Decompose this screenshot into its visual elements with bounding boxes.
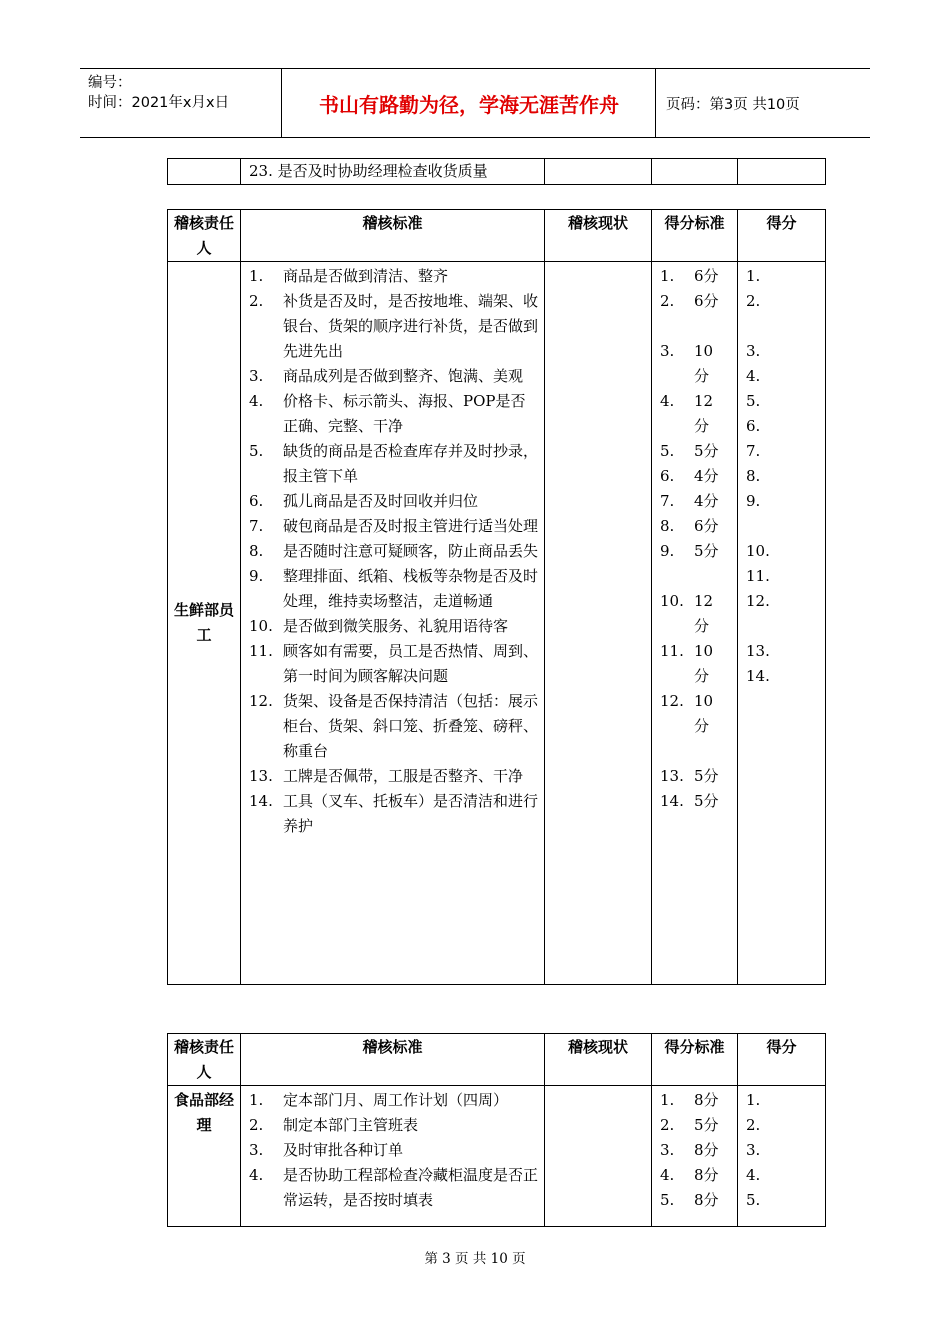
criterion-number: 5. <box>249 442 264 460</box>
role-cell: 食品部经理 <box>168 1086 241 1227</box>
score-standard-item <box>660 314 737 339</box>
criterion-item <box>249 614 538 639</box>
score-standard-item <box>660 1113 737 1138</box>
score-item: 9. <box>746 492 761 510</box>
header-page-info: 页码：第3页 共10页 <box>666 96 800 113</box>
score-standard-list <box>652 262 737 814</box>
score-item: 11. <box>746 567 770 585</box>
criterion-text: 是否随时注意可疑顾客，防止商品丢失 <box>283 542 539 560</box>
criterion-text: 制定本部门主管班表 <box>283 1116 419 1134</box>
doc-number-label: 编号： <box>88 75 132 91</box>
score-standard-list <box>652 1086 737 1213</box>
score-standard-text: 8分 <box>694 1166 719 1184</box>
col-header-responsible: 稽核责任人 <box>168 210 241 262</box>
score-standard-text: 5分 <box>694 542 719 560</box>
criterion-number: 1. <box>249 267 264 285</box>
criterion-number: 4. <box>249 1166 264 1184</box>
score-standard-text: 5分 <box>694 792 719 810</box>
status-cell <box>545 262 652 985</box>
criterion-item <box>249 1138 538 1163</box>
score-standard-number: 8. <box>660 517 675 535</box>
score-standard-item <box>660 1088 737 1113</box>
score-standard-number: 2. <box>660 1116 675 1134</box>
criterion-text: 商品是否做到清洁、整齐 <box>283 267 449 285</box>
score-standard-item <box>660 339 737 389</box>
criterion-number: 13. <box>249 767 273 785</box>
role-cell: 生鲜部员工 <box>168 262 241 985</box>
score-item: 4. <box>746 1166 761 1184</box>
criterion-number: 1. <box>249 1091 264 1109</box>
criterion-number: 2. <box>249 1116 264 1134</box>
score-item: 8. <box>746 467 761 485</box>
criterion-number: 14. <box>249 792 273 810</box>
score-item: 5. <box>746 392 761 410</box>
criterion-text: 是否做到微笑服务、礼貌用语待客 <box>283 617 509 635</box>
score-standard-item <box>660 489 737 514</box>
criterion-number: 12. <box>249 692 273 710</box>
score-standard-item <box>660 789 737 814</box>
score-standard-number: 4. <box>660 1166 675 1184</box>
criterion-text: 工牌是否佩带，工服是否整齐、干净 <box>283 767 524 785</box>
score-standard-item <box>660 739 737 764</box>
criterion-item <box>249 439 538 489</box>
score-standard-number: 3. <box>660 342 675 360</box>
criterion-number: 2. <box>249 292 264 310</box>
criterion-text: 是否协助工程部检查冷藏柜温度是否正常运转，是否按时填表 <box>283 1166 539 1209</box>
criterion-number: 10. <box>249 617 273 635</box>
criterion-number: 4. <box>249 392 264 410</box>
criterion-item <box>249 639 538 689</box>
score-item: 12. <box>746 592 770 610</box>
col-header-score-standard: 得分标准 <box>652 210 738 262</box>
criterion-item <box>249 289 538 364</box>
cell-empty <box>168 159 241 185</box>
score-item <box>746 514 825 539</box>
score-standard-number: 7. <box>660 492 675 510</box>
score-item: 2. <box>746 1116 761 1134</box>
criterion-number: 7. <box>249 517 264 535</box>
score-standard-number: 1. <box>660 1091 675 1109</box>
score-standard-text: 4分 <box>694 492 719 510</box>
score-standard-text: 8分 <box>694 1091 719 1109</box>
score-item: 3. <box>746 342 761 360</box>
score-standard-cell <box>652 1086 738 1227</box>
criteria-cell <box>241 262 545 985</box>
score-standard-text: 5分 <box>694 1116 719 1134</box>
criterion-item <box>249 689 538 764</box>
cell-empty <box>738 159 826 185</box>
score-item: 2. <box>746 292 761 310</box>
score-standard-text: 8分 <box>694 1191 719 1209</box>
criterion-item <box>249 264 538 289</box>
criterion-text: 缺货的商品是否检查库存并及时抄录，报主管下单 <box>283 442 539 485</box>
criterion-23: 23. 是否及时协助经理检查收货质量 <box>241 159 545 185</box>
status-cell <box>545 1086 652 1227</box>
audit-table-fresh-staff <box>167 209 826 985</box>
criterion-text: 商品成列是否做到整齐、饱满、美观 <box>283 367 524 385</box>
score-standard-number: 1. <box>660 267 675 285</box>
score-standard-item <box>660 1188 737 1213</box>
score-standard-number: 4. <box>660 392 675 410</box>
continuation-table <box>167 158 826 185</box>
col-header-score-standard: 得分标准 <box>652 1034 738 1086</box>
criterion-text: 及时审批各种订单 <box>283 1141 404 1159</box>
criterion-item <box>249 364 538 389</box>
col-header-standard: 稽核标准 <box>241 210 545 262</box>
col-header-score: 得分 <box>738 210 826 262</box>
score-item: 6. <box>746 417 761 435</box>
criterion-item <box>249 489 538 514</box>
score-standard-text: 8分 <box>694 1141 719 1159</box>
criterion-number: 9. <box>249 567 264 585</box>
criterion-item <box>249 564 538 614</box>
score-item: 4. <box>746 367 761 385</box>
page-header <box>80 68 870 138</box>
criterion-item <box>249 389 538 439</box>
criterion-text: 工具（叉车、托板车）是否清洁和进行养护 <box>283 792 539 835</box>
score-item: 1. <box>746 1091 761 1109</box>
score-item: 5. <box>746 1191 761 1209</box>
score-standard-text: 6分 <box>694 267 719 285</box>
score-item: 10. <box>746 542 770 560</box>
criterion-item <box>249 539 538 564</box>
col-header-responsible: 稽核责任人 <box>168 1034 241 1086</box>
col-header-status: 稽核现状 <box>545 210 652 262</box>
cell-empty <box>652 159 738 185</box>
score-standard-item <box>660 289 737 314</box>
score-standard-item <box>660 764 737 789</box>
score-standard-item <box>660 1138 737 1163</box>
criterion-text: 破包商品是否及时报主管进行适当处理 <box>283 517 539 535</box>
score-standard-item <box>660 1163 737 1188</box>
score-standard-text: 10 分 <box>694 642 714 685</box>
score-item: 14. <box>746 667 770 685</box>
criterion-item <box>249 1088 538 1113</box>
criterion-text: 价格卡、标示箭头、海报、POP是否正确、完整、干净 <box>283 392 526 435</box>
col-header-standard: 稽核标准 <box>241 1034 545 1086</box>
score-standard-number: 5. <box>660 442 675 460</box>
score-standard-item <box>660 689 737 739</box>
criterion-item <box>249 1163 538 1213</box>
score-standard-item <box>660 264 737 289</box>
score-standard-item <box>660 539 737 564</box>
score-standard-number: 13. <box>660 767 684 785</box>
cell-empty <box>545 159 652 185</box>
criterion-item <box>249 789 538 839</box>
col-header-status: 稽核现状 <box>545 1034 652 1086</box>
criterion-item <box>249 764 538 789</box>
score-standard-item <box>660 464 737 489</box>
score-standard-text: 5分 <box>694 442 719 460</box>
score-standard-text: 10 分 <box>694 692 714 735</box>
criterion-text: 孤儿商品是否及时回收并归位 <box>283 492 479 510</box>
criterion-number: 3. <box>249 367 264 385</box>
score-list <box>738 1086 825 1213</box>
score-standard-item <box>660 589 737 639</box>
criterion-item <box>249 514 538 539</box>
criterion-number: 8. <box>249 542 264 560</box>
score-item: 7. <box>746 442 761 460</box>
criteria-list <box>241 262 544 839</box>
criterion-number: 6. <box>249 492 264 510</box>
score-standard-number: 11. <box>660 642 684 660</box>
criterion-number: 3. <box>249 1141 264 1159</box>
criterion-text: 补货是否及时，是否按地堆、端架、收银台、货架的顺序进行补货，是否做到先进先出 <box>283 292 539 360</box>
criterion-number: 11. <box>249 642 273 660</box>
score-item: 1. <box>746 267 761 285</box>
criteria-cell <box>241 1086 545 1227</box>
score-standard-number: 9. <box>660 542 675 560</box>
score-standard-cell <box>652 262 738 985</box>
score-standard-text: 5分 <box>694 767 719 785</box>
score-standard-text: 12 分 <box>694 592 714 635</box>
page-footer: 第 3 页 共 10 页 <box>424 1251 526 1267</box>
score-standard-text: 4分 <box>694 467 719 485</box>
audit-table-food-manager <box>167 1033 826 1227</box>
score-standard-text: 6分 <box>694 517 719 535</box>
score-standard-number: 3. <box>660 1141 675 1159</box>
criterion-text: 整理排面、纸箱、栈板等杂物是否及时处理，维持卖场整洁，走道畅通 <box>283 567 539 610</box>
score-item: 3. <box>746 1141 761 1159</box>
score-cell <box>738 262 826 985</box>
score-item: 13. <box>746 642 770 660</box>
col-header-score: 得分 <box>738 1034 826 1086</box>
score-standard-number: 10. <box>660 592 684 610</box>
score-standard-text: 10 分 <box>694 342 714 385</box>
score-standard-item <box>660 639 737 689</box>
header-motto: 书山有路勤为径，学海无涯苦作舟 <box>283 69 656 137</box>
score-standard-item <box>660 439 737 464</box>
criterion-text: 货架、设备是否保持清洁（包括：展示柜台、货架、斜口笼、折叠笼、磅秤、称重台 <box>283 692 539 760</box>
doc-time-label: 时间：2021年x月x日 <box>88 95 230 111</box>
score-item <box>746 314 825 339</box>
score-standard-number: 2. <box>660 292 675 310</box>
score-standard-number: 14. <box>660 792 684 810</box>
score-cell <box>738 1086 826 1227</box>
header-meta <box>80 69 282 137</box>
score-list <box>738 262 825 689</box>
score-standard-item <box>660 564 737 589</box>
score-standard-text: 12 分 <box>694 392 714 435</box>
score-standard-text: 6分 <box>694 292 719 310</box>
criteria-list <box>241 1086 544 1213</box>
criterion-item <box>249 1113 538 1138</box>
score-standard-number: 6. <box>660 467 675 485</box>
score-item <box>746 614 825 639</box>
score-standard-item <box>660 514 737 539</box>
criterion-text: 定本部门月、周工作计划（四周） <box>283 1091 509 1109</box>
score-standard-number: 5. <box>660 1191 675 1209</box>
score-standard-item <box>660 389 737 439</box>
criterion-text: 顾客如有需要，员工是否热情、周到、第一时间为顾客解决问题 <box>283 642 539 685</box>
score-standard-number: 12. <box>660 692 684 710</box>
